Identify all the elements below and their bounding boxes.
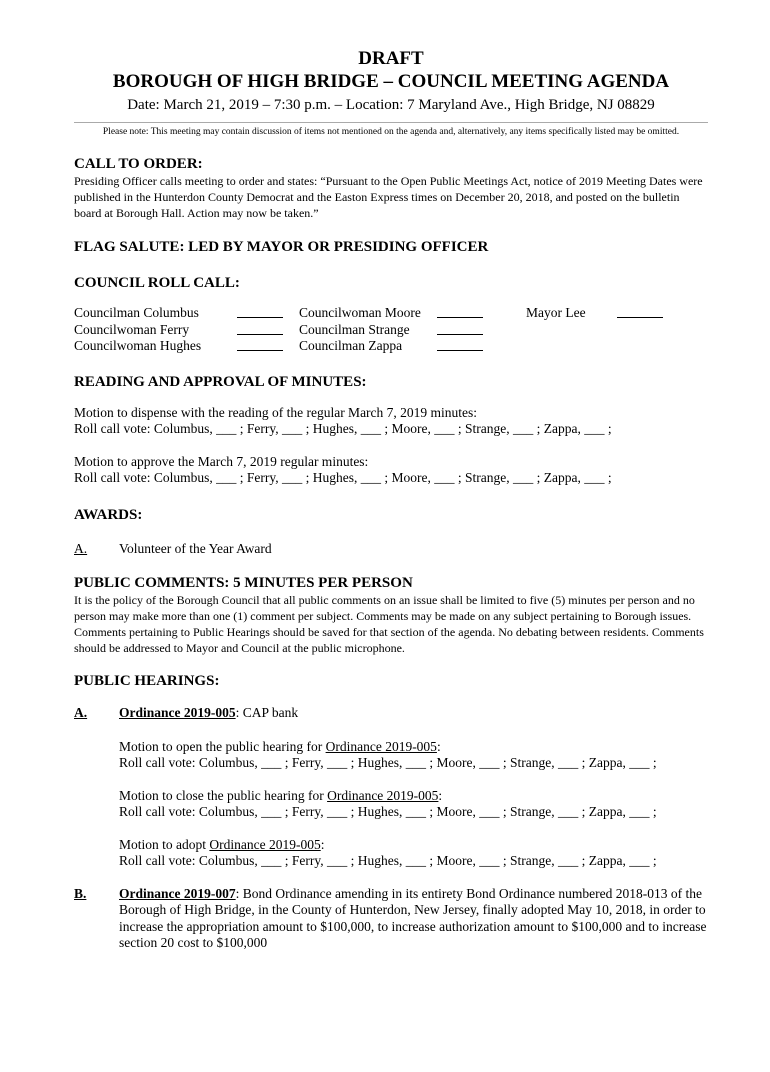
award-item-a: A. Volunteer of the Year Award — [74, 540, 272, 556]
roll-call-grid — [74, 305, 708, 355]
agenda-page — [0, 48, 770, 1072]
roll-call-column-2 — [299, 305, 526, 355]
draft-label: DRAFT — [358, 48, 424, 69]
hearing-item-a: A. Ordinance 2019-005: CAP bank — [74, 705, 299, 720]
minutes-motion-2: Motion to approve the March 7, 2019 regular minutes: Roll call vote: Columbus, ___ ; Ferry, ___ ; Hughes, ___ ; Moore, ___ ; Strange, ___ ; Zappa, ___ ; — [74, 453, 612, 485]
agenda-title: BOROUGH OF HIGH BRIDGE – COUNCIL MEETING AGENDA — [112, 71, 670, 92]
roll-call-blank — [617, 305, 663, 318]
hearing-item-b: B. Ordinance 2019-007: Bond Ordinance amending in its entirety Bond Ordinance numbered 2018-013 of the Borough of High Bridge, in the County of Hunterdon, New Jersey, finally adopted May 10, 2018, in order to increase the appropriation amount to $100,000, to increase authorization amount to $100,000 and to increase section 20 cost to $100,000 — [74, 885, 707, 950]
roll-call-entry: Councilman Zappa — [299, 338, 526, 355]
agenda-note: Please note: This meeting may contain discussion of items not mentioned on the agenda and, alternatively, any items specifically listed may be omitted. — [102, 127, 680, 137]
hearing-a-open-motion: Motion to open the public hearing for Ordinance 2019-005: Roll call vote: Columbus, ___ ; Ferry, ___ ; Hughes, ___ ; Moore, ___ ; Strange, ___ ; Zappa, ___ ; — [119, 738, 657, 770]
roll-call-entry: Councilman Columbus — [74, 305, 299, 322]
roll-call-blank — [437, 305, 483, 318]
roll-call-entry: Mayor Lee — [526, 305, 756, 322]
call-to-order-text: Presiding Officer calls meeting to order and states: “Pursuant to the Open Public Meetings Act, notice of 2019 Meeting Dates were published in the Hunterdon County Democrat and the Easton Express times on December 20, 2018, and posted on the bulletin board at Borough Hall. Action may now be taken.” — [74, 174, 703, 220]
roll-call-entry: Councilwoman Hughes — [74, 338, 299, 355]
roll-call-blank — [237, 322, 283, 335]
item-label: A. — [74, 540, 88, 556]
item-label: B. — [74, 885, 87, 901]
item-label: A. — [74, 705, 88, 720]
header-divider — [74, 122, 708, 123]
roll-call-column-3 — [526, 305, 756, 355]
call-to-order-heading: CALL TO ORDER: — [74, 156, 203, 172]
roll-call-blank — [437, 338, 483, 351]
meeting-date-line: Date: March 21, 2019 – 7:30 p.m. – Location: 7 Maryland Ave., High Bridge, NJ 08829 — [127, 97, 655, 113]
awards-heading: AWARDS: — [74, 506, 143, 523]
agenda-header — [74, 48, 708, 115]
public-hearings-heading: PUBLIC HEARINGS: — [74, 673, 220, 689]
roll-call-heading: COUNCIL ROLL CALL: — [74, 275, 240, 291]
public-comments-heading: PUBLIC COMMENTS: 5 MINUTES PER PERSON — [74, 575, 413, 591]
roll-call-entry: Councilwoman Ferry — [74, 322, 299, 339]
flag-salute-heading: FLAG SALUTE: LED BY MAYOR OR PRESIDING OFFICER — [74, 239, 489, 255]
minutes-motion-1: Motion to dispense with the reading of the regular March 7, 2019 minutes: Roll call vote: Columbus, ___ ; Ferry, ___ ; Hughes, ___ ; Moore, ___ ; Strange, ___ ; Zappa, ___ ; — [74, 404, 612, 436]
roll-call-entry: Councilwoman Moore — [299, 305, 526, 322]
roll-call-entry: Councilman Strange — [299, 322, 526, 339]
roll-call-column-1 — [74, 305, 299, 355]
hearing-a-close-motion: Motion to close the public hearing for Ordinance 2019-005: Roll call vote: Columbus, ___ ; Ferry, ___ ; Hughes, ___ ; Moore, ___ ; Strange, ___ ; Zappa, ___ ; — [119, 787, 657, 819]
roll-call-blank — [237, 305, 283, 318]
hearing-a-adopt-motion: Motion to adopt Ordinance 2019-005: Roll call vote: Columbus, ___ ; Ferry, ___ ; Hughes, ___ ; Moore, ___ ; Strange, ___ ; Zappa, ___ ; — [119, 836, 657, 868]
roll-call-blank — [437, 322, 483, 335]
ordinance-link: Ordinance 2019-005 — [119, 705, 236, 720]
public-comments-text: It is the policy of the Borough Council that all public comments on an issue shall be limited to five (5) minutes per person and no person may make more than one (1) comment per subject. Comments may be made on any subject pertaining to Borough issues. Comments pertaining to Public Hearings should be saved for that section of the agenda. No debating between residents. Comments should be addressed to Mayor and Council at the public microphone. — [74, 593, 704, 655]
ordinance-link: Ordinance 2019-007 — [119, 885, 236, 901]
roll-call-blank — [237, 338, 283, 351]
minutes-heading: READING AND APPROVAL OF MINUTES: — [74, 373, 367, 390]
